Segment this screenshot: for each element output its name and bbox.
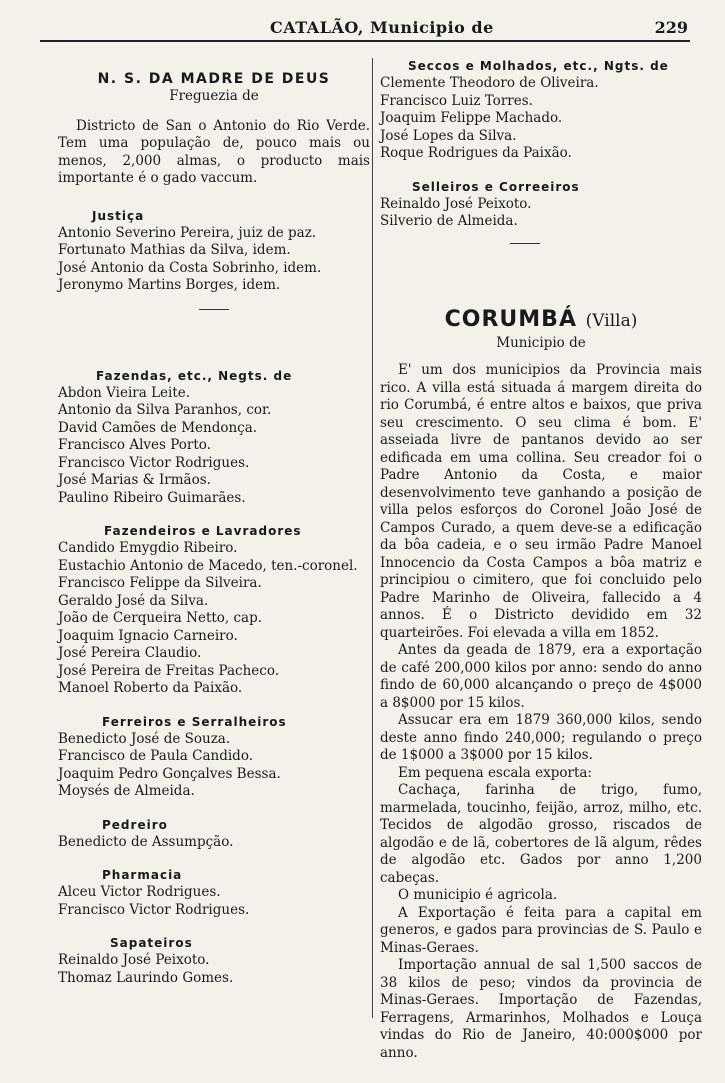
list-item: Moysés de Almeida. xyxy=(58,783,195,799)
section-heading-ferreiros: Ferreiros e Serralheiros xyxy=(102,714,287,729)
list-item: Benedicto de Assumpção. xyxy=(58,833,234,850)
list-item: David Camões de Mendonça. xyxy=(58,419,258,436)
paragraph: A Exportação é feita para a capital em generos, e gados para provincias de S. Paulo e Minas-Geraes. xyxy=(380,904,702,956)
right-column xyxy=(380,58,702,1062)
section-heading-sapateiros: Sapateiros xyxy=(110,936,193,950)
list-item: Francisco Victor Rodrigues. xyxy=(58,901,250,918)
list-item: José Lopes da Silva. xyxy=(380,127,517,144)
list-item: Francisco Luiz Torres. xyxy=(380,92,533,109)
paragraph: Importação annual de sal 1,500 saccos de 38 kilos de peso; vindos da provincia de Minas-Geraes. Importação de Fazendas, Ferragens, Armarinhos, Molhados e Louça vindas do Rio de Janeiro, 40:000$000 por anno. xyxy=(380,957,702,1061)
list-item: Joaquim Felippe Machado. xyxy=(380,110,563,126)
section-title-corumba xyxy=(380,306,702,335)
paragraph: Em pequena escala exporta: xyxy=(398,764,592,781)
list-item: Fortunato Mathias da Silva, idem. xyxy=(58,242,291,258)
list-item: José Pereira Claudio. xyxy=(58,645,202,661)
column-divider xyxy=(372,58,373,1018)
list-item: Silverio de Almeida. xyxy=(380,213,518,229)
corumba-subtitle: Municipio de xyxy=(496,334,586,351)
list-item: José Antonio da Costa Sobrinho, idem. xyxy=(58,259,322,276)
list-item: José Marias & Irmãos. xyxy=(58,472,211,488)
paragraph: O municipio é agricola. xyxy=(398,887,558,903)
section-heading-fazendas: Fazendas, etc., Negts. de xyxy=(96,368,293,383)
list-item: Alceu Victor Rodrigues. xyxy=(58,884,221,900)
list-item: José Pereira de Freitas Pacheco. xyxy=(58,662,280,679)
page-number: 229 xyxy=(654,18,688,37)
list-item: Reinaldo José Peixoto. xyxy=(58,952,210,968)
list-item: Roque Rodrigues da Paixão. xyxy=(380,145,572,161)
parish-title: N. S. DA MADRE DE DEUS xyxy=(97,71,331,87)
parish-subtitle: Freguezia de xyxy=(169,88,259,104)
list-item: Reinaldo José Peixoto. xyxy=(380,195,532,212)
paragraph: Antes da geada de 1879, era a exportação de café 200,000 kilos por anno: sendo do anno findo de 60,000 alcançando o preço de 4$000 a 8$000 por 15 kilos. xyxy=(380,642,702,711)
section-rule xyxy=(199,309,229,310)
list-item: Benedicto José de Souza. xyxy=(58,730,231,747)
corumba-title-suffix: (Villa) xyxy=(585,310,638,331)
list-item: Joaquim Pedro Gonçalves Bessa. xyxy=(58,765,281,782)
section-heading-selleiros: Selleiros e Correeiros xyxy=(412,179,580,194)
running-title: CATALÃO, Municipio de xyxy=(270,18,494,37)
corumba-title: CORUMBÁ xyxy=(444,306,577,332)
section-heading-pedreiro: Pedreiro xyxy=(102,817,168,832)
list-item: Eustachio Antonio de Macedo, ten.-coronel. xyxy=(58,557,358,574)
paragraph: E' um dos municipios da Provincia mais rico. A villa está situada á margem direita do rio Corumbá, é entre altos e baixos, que priva seu crescimento. O seu clima é bom. E' asseiada livre de pantanos devido ao ser edificada em uma collina. Seu creador foi o Padre Antonio da Costa, e maior desenvolvimento teve ganhando a posição de villa pelos esforços do Coronel João José de Campos Curado, a quem deve-se a edificação da bôa cadeia, e o seu irmão Padre Manoel Innocencio da Costa Campos a bôa matriz e principiou o cimitero, que foi concluido pelo Padre Marinho de Oliveira, fallecido a 4 annos. É o Districto devidido em 32 quarteirões. Foi elevada a villa em 1852. xyxy=(380,362,702,641)
list-item: Candido Emygdio Ribeiro. xyxy=(58,540,238,556)
list-item: Abdon Vieira Leite. xyxy=(58,384,191,401)
paragraph: Assucar era em 1879 360,000 kilos, sendo deste anno findo 240,000; regulando o preço de 1$000 a 3$000 por 15 kilos. xyxy=(380,712,702,763)
list-item: Antonio da Silva Paranhos, cor. xyxy=(58,402,272,418)
list-item: Joaquim Ignacio Carneiro. xyxy=(58,627,238,644)
list-item: Geraldo José da Silva. xyxy=(58,592,209,609)
list-item: Clemente Theodoro de Oliveira. xyxy=(380,75,599,91)
list-item: João de Cerqueira Netto, cap. xyxy=(58,610,263,626)
list-item: Francisco de Paula Candido. xyxy=(58,748,254,764)
section-rule xyxy=(510,243,540,244)
parish-intro: Districto de San o Antonio do Rio Verde. Tem uma população de, pouco mais ou menos, 2,000 almas, o producto mais importante é o gado vaccum. xyxy=(58,117,370,186)
section-heading-justica: Justiça xyxy=(92,208,145,223)
section-heading-seccos: Seccos e Molhados, etc., Ngts. de xyxy=(408,59,669,73)
list-item: Francisco Victor Rodrigues. xyxy=(58,454,250,471)
list-item: Jeronymo Martins Borges, idem. xyxy=(58,277,281,293)
list-item: Antonio Severino Pereira, juiz de paz. xyxy=(58,224,317,241)
left-column xyxy=(58,70,370,987)
list-item: Paulino Ribeiro Guimarães. xyxy=(58,489,246,506)
paragraph: Cachaça, farinha de trigo, fumo, marmelada, toucinho, feijão, arroz, milho, etc. Tecidos de algodão grosso, riscados de algodão e de lã, cobertores de lã algum, rêdes de algodão etc. Gados por anno 1,200 cabeças. xyxy=(380,782,702,886)
section-heading-fazendeiros: Fazendeiros e Lavradores xyxy=(104,524,302,538)
list-item: Francisco Alves Porto. xyxy=(58,437,211,453)
list-item: Francisco Felippe da Silveira. xyxy=(58,575,262,591)
list-item: Manoel Roberto da Paixão. xyxy=(58,680,243,696)
section-heading-pharmacia: Pharmacia xyxy=(102,868,183,882)
page-header xyxy=(40,18,690,42)
list-item: Thomaz Laurindo Gomes. xyxy=(58,969,234,986)
